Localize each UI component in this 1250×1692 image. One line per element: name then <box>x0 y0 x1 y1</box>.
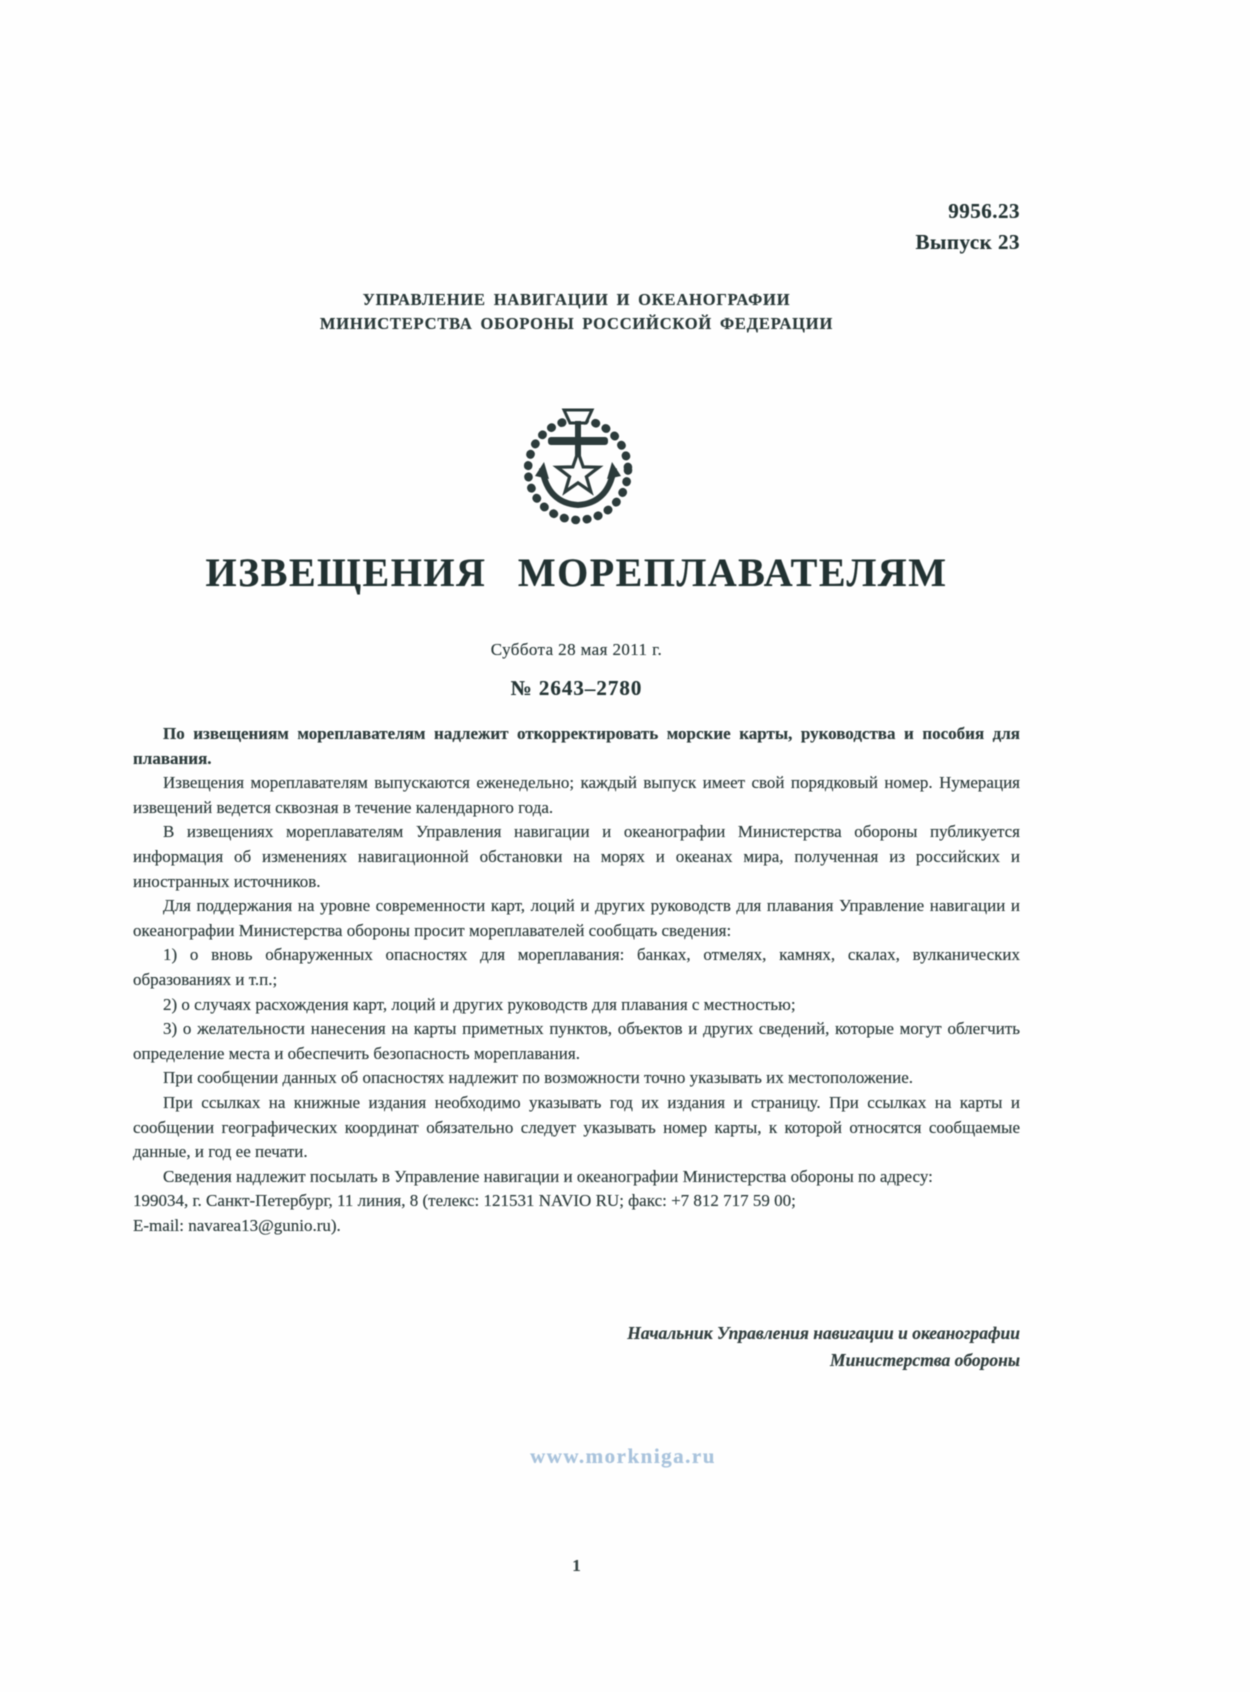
paragraph: При ссылках на книжные издания необходимо указывать год их издания и страницу. При ссылках на карты и сообщении географических координат обязательно следует указывать номер карты, к которой относятся сообщаемые данные, и год ее печати. <box>133 1092 1020 1162</box>
anchor-star-chain-icon <box>520 406 636 526</box>
paragraph-intro-bold: По извещениям мореплавателям надлежит откорректировать морские карты, руководства и пособия для плавания. <box>133 724 1020 768</box>
issue-number: Выпуск 23 <box>915 230 1020 254</box>
org-name-line1: УПРАВЛЕНИЕ НАВИГАЦИИ И ОКЕАНОГРАФИИ <box>362 290 791 309</box>
signature-line-org: Министерства обороны <box>830 1350 1020 1370</box>
address-line: 199034, г. Санкт-Петербург, 11 линия, 8 (телекс: 121531 NAVIO RU; факс: +7 812 717 59 00; <box>133 1191 796 1211</box>
list-item-1: 1) о вновь обнаруженных опасностях для мореплавания: банках, отмелях, камнях, скалах, вулканических образованиях и т.п.; <box>133 945 1020 989</box>
page-number: 1 <box>572 1556 581 1575</box>
doc-code: 9956.23 <box>948 199 1020 223</box>
navy-emblem <box>520 406 636 526</box>
paragraph: Сведения надлежит посылать в Управление навигации и океанографии Министерства обороны по адресу: <box>163 1166 933 1186</box>
organization-header <box>133 288 1020 336</box>
signature-line-title: Начальник Управления навигации и океанографии <box>627 1323 1020 1343</box>
paragraph: Для поддержания на уровне современности карт, лоций и других руководств для плавания Управление навигации и океанографии Министерства обороны просит мореплавателей сообщать сведения: <box>133 896 1020 940</box>
signature-block <box>133 1320 1020 1374</box>
issue-date: Суббота 28 мая 2011 г. <box>490 640 663 659</box>
org-name-line2: МИНИСТЕРСТВА ОБОРОНЫ РОССИЙСКОЙ ФЕДЕРАЦИИ <box>319 314 834 333</box>
watermark: www.morkniga.ru <box>530 1444 716 1468</box>
notice-number-range: № 2643–2780 <box>510 676 643 700</box>
list-item-3: 3) о желательности нанесения на карты приметных пунктов, объектов и других сведений, которые могут облегчить определение места и обеспечить безопасность мореплавания. <box>133 1019 1020 1063</box>
doc-title: ИЗВЕЩЕНИЯ МОРЕПЛАВАТЕЛЯМ <box>205 550 948 595</box>
email-line: E-mail: navarea13@gunio.ru). <box>133 1215 341 1235</box>
paragraph: При сообщении данных об опасностях надлежит по возможности точно указывать их местоположение. <box>163 1068 913 1088</box>
paragraph: Извещения мореплавателям выпускаются еженедельно; каждый выпуск имеет свой порядковый номер. Нумерация извещений ведется сквозная в течение календарного года. <box>133 773 1020 817</box>
body-text <box>133 722 1020 1238</box>
list-item-2: 2) о случаях расхождения карт, лоций и других руководств для плавания с местностью; <box>163 994 796 1014</box>
issue-block <box>133 196 1020 258</box>
paragraph: В извещениях мореплавателям Управления навигации и океанографии Министерства обороны публикуется информация об изменениях навигационной обстановки на морях и океанах мира, полученная из российских и иностранных источников. <box>133 822 1020 891</box>
